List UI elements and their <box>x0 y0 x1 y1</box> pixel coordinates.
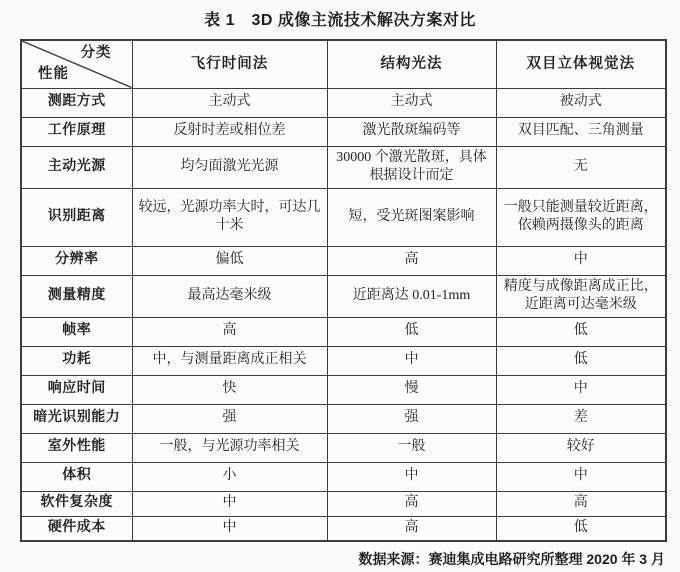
column-header-tof: 飞行时间法 <box>132 40 327 88</box>
table-cell: 高 <box>132 317 327 346</box>
table-cell: 快 <box>132 375 327 404</box>
table-cell: 低 <box>496 317 666 346</box>
table-row <box>21 404 666 433</box>
comparison-table <box>20 39 667 542</box>
row-label: 暗光识别能力 <box>21 404 132 433</box>
table-cell: 一般 <box>327 433 496 462</box>
row-label: 室外性能 <box>21 433 132 462</box>
table-cell: 近距离达 0.01-1mm <box>327 275 496 317</box>
table-row <box>21 516 666 541</box>
table-cell: 差 <box>496 404 666 433</box>
table-cell: 小 <box>132 462 327 491</box>
table-cell: 短，受光斑图案影响 <box>327 188 496 246</box>
table-cell: 低 <box>496 516 666 541</box>
table-cell: 均匀面激光光源 <box>132 146 327 188</box>
table-cell: 中 <box>496 246 666 275</box>
table-cell: 高 <box>496 491 666 516</box>
row-label: 测量精度 <box>21 275 132 317</box>
table-row <box>21 462 666 491</box>
table-title: 表 1 3D 成像主流技术解决方案对比 <box>204 12 476 29</box>
table-cell: 一般只能测量较近距离，依赖两摄像头的距离 <box>496 188 666 246</box>
row-label: 帧率 <box>21 317 132 346</box>
column-header-binocular-stereo: 双目立体视觉法 <box>496 40 666 88</box>
table-cell: 30000 个激光散斑，具体根据设计而定 <box>327 146 496 188</box>
table-cell: 中，与测量距离成正相关 <box>132 346 327 375</box>
table-body <box>21 88 666 541</box>
table-cell: 较远，光源功率大时，可达几十米 <box>132 188 327 246</box>
corner-label-performance: 性能 <box>38 66 69 83</box>
corner-cell <box>21 40 132 88</box>
column-header-structured-light: 结构光法 <box>327 40 496 88</box>
corner-label-category: 分类 <box>80 45 112 61</box>
table-row <box>21 117 666 146</box>
row-label: 功耗 <box>21 346 132 375</box>
table-cell: 慢 <box>327 375 496 404</box>
row-label: 硬件成本 <box>21 516 132 541</box>
row-label: 软件复杂度 <box>21 491 132 516</box>
table-cell: 强 <box>132 404 327 433</box>
table-cell: 高 <box>327 246 496 275</box>
table-row <box>21 88 666 117</box>
row-label: 响应时间 <box>21 375 132 404</box>
table-cell: 被动式 <box>496 88 666 117</box>
table-cell: 低 <box>496 346 666 375</box>
table-cell: 中 <box>327 346 496 375</box>
table-cell: 偏低 <box>132 246 327 275</box>
row-label: 测距方式 <box>21 88 132 117</box>
table-cell: 一般，与光源功率相关 <box>132 433 327 462</box>
table-cell: 中 <box>496 375 666 404</box>
table-cell: 无 <box>496 146 666 188</box>
table-cell: 激光散斑编码等 <box>327 117 496 146</box>
table-cell: 反射时差或相位差 <box>132 117 327 146</box>
table-cell: 中 <box>496 462 666 491</box>
table-cell: 高 <box>327 491 496 516</box>
table-cell: 主动式 <box>132 88 327 117</box>
table-row <box>21 375 666 404</box>
table-cell: 双目匹配、三角测量 <box>496 117 666 146</box>
table-cell: 较好 <box>496 433 666 462</box>
row-label: 识别距离 <box>21 188 132 246</box>
table-cell: 强 <box>327 404 496 433</box>
table-row <box>21 491 666 516</box>
table-row <box>21 246 666 275</box>
table-cell: 最高达毫米级 <box>132 275 327 317</box>
row-label: 主动光源 <box>21 146 132 188</box>
table-cell: 高 <box>327 516 496 541</box>
data-source-note: 数据来源：赛迪集成电路研究所整理 2020 年 3 月 <box>358 551 665 567</box>
table-row <box>21 188 666 246</box>
table-cell: 中 <box>327 462 496 491</box>
header-row <box>21 40 666 88</box>
table-cell: 主动式 <box>327 88 496 117</box>
table-row <box>21 275 666 317</box>
table-cell: 中 <box>132 516 327 541</box>
table-cell: 低 <box>327 317 496 346</box>
table-cell: 精度与成像距离成正比，近距离可达毫米级 <box>496 275 666 317</box>
table-row <box>21 317 666 346</box>
table-row <box>21 433 666 462</box>
row-label: 分辨率 <box>21 246 132 275</box>
row-label: 工作原理 <box>21 117 132 146</box>
table-cell: 中 <box>132 491 327 516</box>
table-row <box>21 146 666 188</box>
row-label: 体积 <box>21 462 132 491</box>
table-row <box>21 346 666 375</box>
